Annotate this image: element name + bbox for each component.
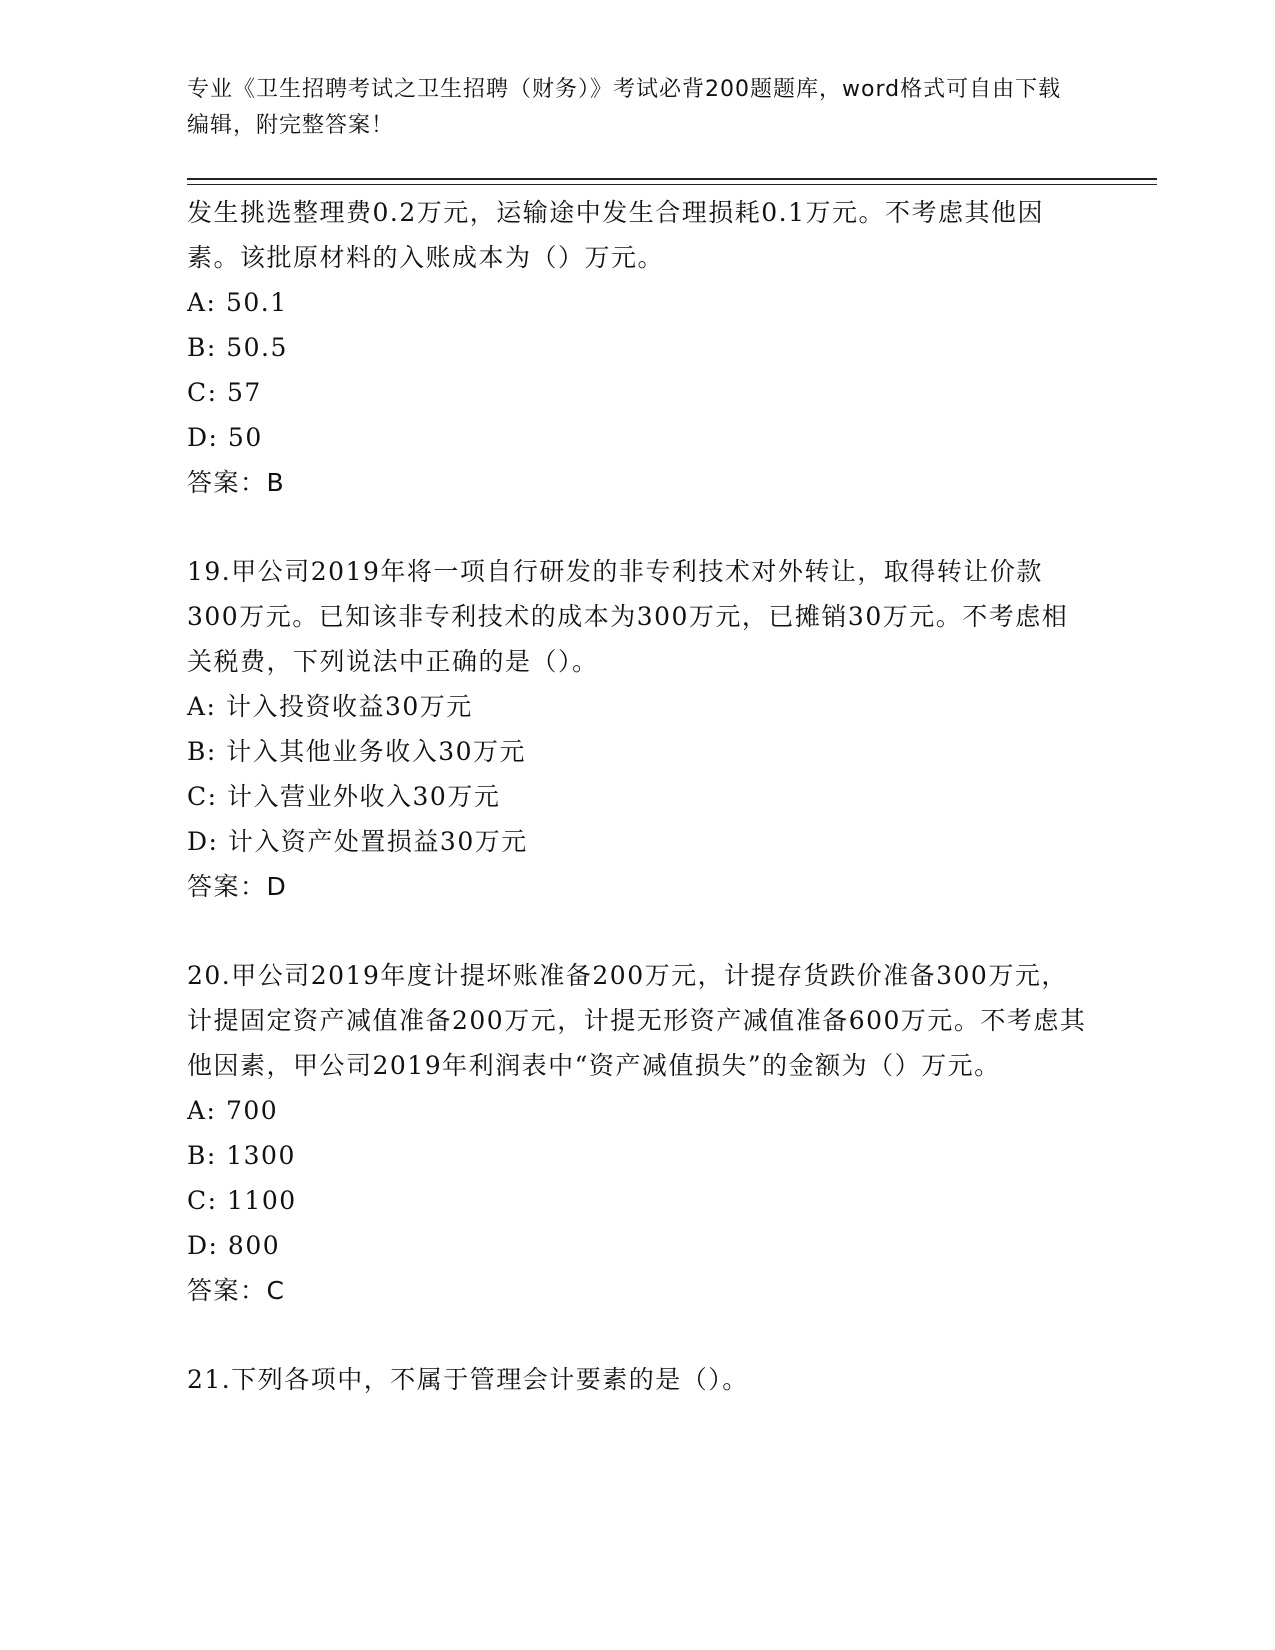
option-b [187, 1133, 1087, 1178]
option-key: C: [187, 378, 218, 407]
header-title: 专业《卫生招聘考试之卫生招聘（财务）》考试必背200题题库，word格式可自由下载编辑，附完整答案！ [187, 77, 1062, 138]
option-text: 计入资产处置损益30万元 [227, 827, 528, 856]
option-text: 50.5 [226, 333, 288, 362]
option-a [187, 684, 1087, 729]
option-d [187, 415, 1087, 460]
option-key: B: [187, 333, 217, 362]
option-key: A: [187, 1096, 217, 1125]
option-b [187, 729, 1087, 774]
option-text: 50 [227, 423, 263, 452]
answer-line: 答案：D [187, 872, 288, 901]
option-key: D: [187, 423, 219, 452]
option-d [187, 819, 1087, 864]
option-d [187, 1223, 1087, 1268]
option-c [187, 1178, 1087, 1223]
header-divider-thin [187, 184, 1157, 185]
option-a [187, 280, 1087, 325]
option-key: A: [187, 288, 217, 317]
document-header [187, 72, 1067, 144]
option-text: 800 [227, 1231, 281, 1260]
option-c [187, 370, 1087, 415]
option-text: 计入营业外收入30万元 [227, 782, 501, 811]
option-text: 1300 [226, 1141, 296, 1170]
option-a [187, 1088, 1087, 1133]
question-item [187, 1357, 1087, 1402]
option-text: 1100 [227, 1186, 297, 1215]
question-stem: 20.甲公司2019年度计提坏账准备200万元，计提存货跌价准备300万元，计提固定资产减值准备200万元，计提无形资产减值准备600万元。不考虑其他因素，甲公司2019年利润表中“资产减值损失”的金额为（）万元。 [187, 961, 1087, 1080]
question-stem: 发生挑选整理费0.2万元，运输途中发生合理损耗0.1万元。不考虑其他因素。该批原材料的入账成本为（）万元。 [187, 198, 1045, 272]
question-item [187, 190, 1087, 505]
header-divider-thick [187, 178, 1157, 180]
option-text: 57 [227, 378, 262, 407]
option-key: B: [187, 737, 217, 766]
question-stem: 21.下列各项中，不属于管理会计要素的是（）。 [187, 1365, 749, 1394]
question-stem: 19.甲公司2019年将一项自行研发的非专利技术对外转让，取得转让价款300万元。已知该非专利技术的成本为300万元，已摊销30万元。不考虑相关税费，下列说法中正确的是（）。 [187, 557, 1069, 676]
option-b [187, 325, 1087, 370]
option-text: 计入其他业务收入30万元 [226, 737, 527, 766]
option-c [187, 774, 1087, 819]
option-key: D: [187, 827, 219, 856]
option-key: D: [187, 1231, 219, 1260]
question-list [187, 190, 1087, 1446]
answer-line: 答案：B [187, 468, 286, 497]
option-text: 50.1 [225, 288, 288, 317]
option-key: B: [187, 1141, 217, 1170]
option-key: C: [187, 782, 218, 811]
option-text: 计入投资收益30万元 [225, 692, 473, 721]
question-item [187, 953, 1087, 1313]
option-key: A: [187, 692, 217, 721]
option-key: C: [187, 1186, 218, 1215]
answer-line: 答案：C [187, 1276, 286, 1305]
question-item [187, 549, 1087, 909]
option-text: 700 [225, 1096, 279, 1125]
